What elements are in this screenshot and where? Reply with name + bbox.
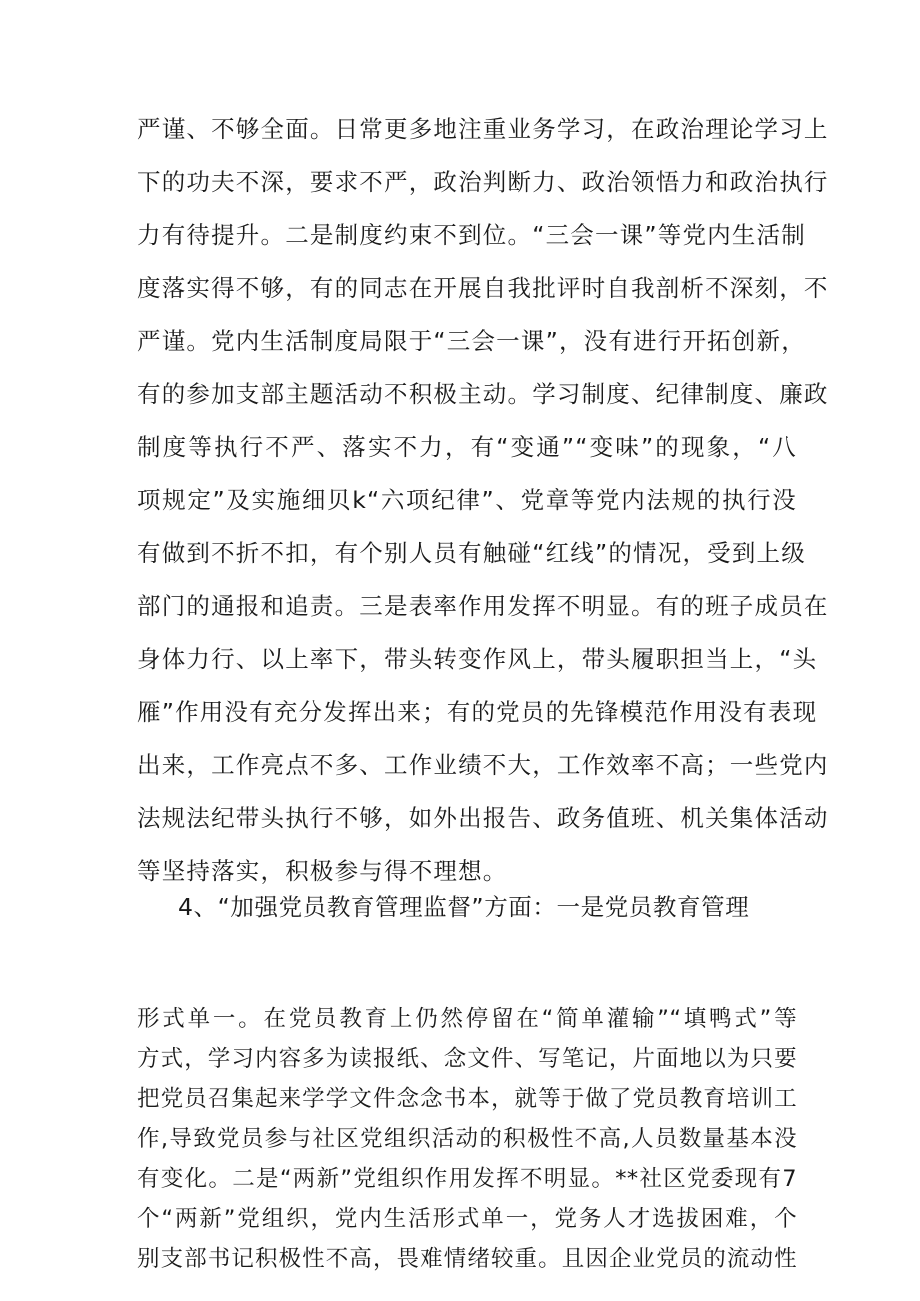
paragraph-line: 把党员召集起来学学文件念念书本，就等于做了党员教育培训工 bbox=[137, 1086, 797, 1112]
paragraph-line: 别支部书记积极性不高，畏难情绪较重。且因企业党员的流动性 bbox=[137, 1246, 797, 1272]
paragraph-line: 力有待提升。二是制度约束不到位。“三会一课”等党内生活制 bbox=[137, 221, 806, 249]
paragraph-line: 制度等执行不严、落实不力，有“变通”“变味”的现象，“八 bbox=[137, 433, 797, 461]
paragraph-line: 方式，学习内容多为读报纸、念文件、写笔记，片面地以为只要 bbox=[137, 1046, 797, 1072]
paragraph-line: 作,导致党员参与社区党组织活动的积极性不高,人员数量基本没 bbox=[137, 1126, 797, 1152]
paragraph-line: 度落实得不够，有的同志在开展自我批评时自我剖析不深刻，不 bbox=[137, 274, 829, 302]
paragraph-line: 出来，工作亮点不多、工作业绩不大，工作效率不高；一些党内 bbox=[137, 751, 829, 779]
section-heading-4: 4、“加强党员教育管理监督”方面：一是党员教育管理 bbox=[178, 893, 750, 921]
paragraph-line: 部门的通报和追责。三是表率作用发挥不明显。有的班子成员在 bbox=[137, 592, 829, 620]
paragraph-line: 项规定”及实施细贝k“六项纪律”、党章等党内法规的执行没 bbox=[137, 486, 797, 514]
paragraph-line: 严谨、不够全面。日常更多地注重业务学习，在政治理论学习上 bbox=[137, 115, 829, 143]
paragraph-line: 雁”作用没有充分发挥出来；有的党员的先锋模范作用没有表现 bbox=[137, 698, 818, 726]
paragraph-line: 有的参加支部主题活动不积极主动。学习制度、纪律制度、廉政 bbox=[137, 380, 829, 408]
paragraph-line: 形式单一。在党员教育上仍然停留在“简单灌输”“填鸭式”等 bbox=[137, 1006, 797, 1032]
paragraph-line: 下的功夫不深，要求不严，政治判断力、政治领悟力和政治执行 bbox=[137, 168, 829, 196]
paragraph-line: 个“两新”党组织，党内生活形式单一，党务人才选拔困难，个 bbox=[137, 1206, 797, 1232]
paragraph-line: 身体力行、以上率下，带头转变作风上，带头履职担当上，“头 bbox=[137, 645, 818, 673]
paragraph-line: 法规法纪带头执行不够，如外出报告、政务值班、机关集体活动 bbox=[137, 804, 829, 832]
paragraph-line: 有变化。二是“两新”党组织作用发挥不明显。**社区党委现有7 bbox=[137, 1166, 797, 1192]
paragraph-line: 等坚持落实，积极参与得不理想。 bbox=[137, 857, 508, 885]
paragraph-line: 有做到不折不扣，有个别人员有触碰“红线”的情况，受到上级 bbox=[137, 539, 806, 567]
paragraph-line: 严谨。党内生活制度局限于“三会一课”，没有进行开拓创新， bbox=[137, 327, 806, 355]
